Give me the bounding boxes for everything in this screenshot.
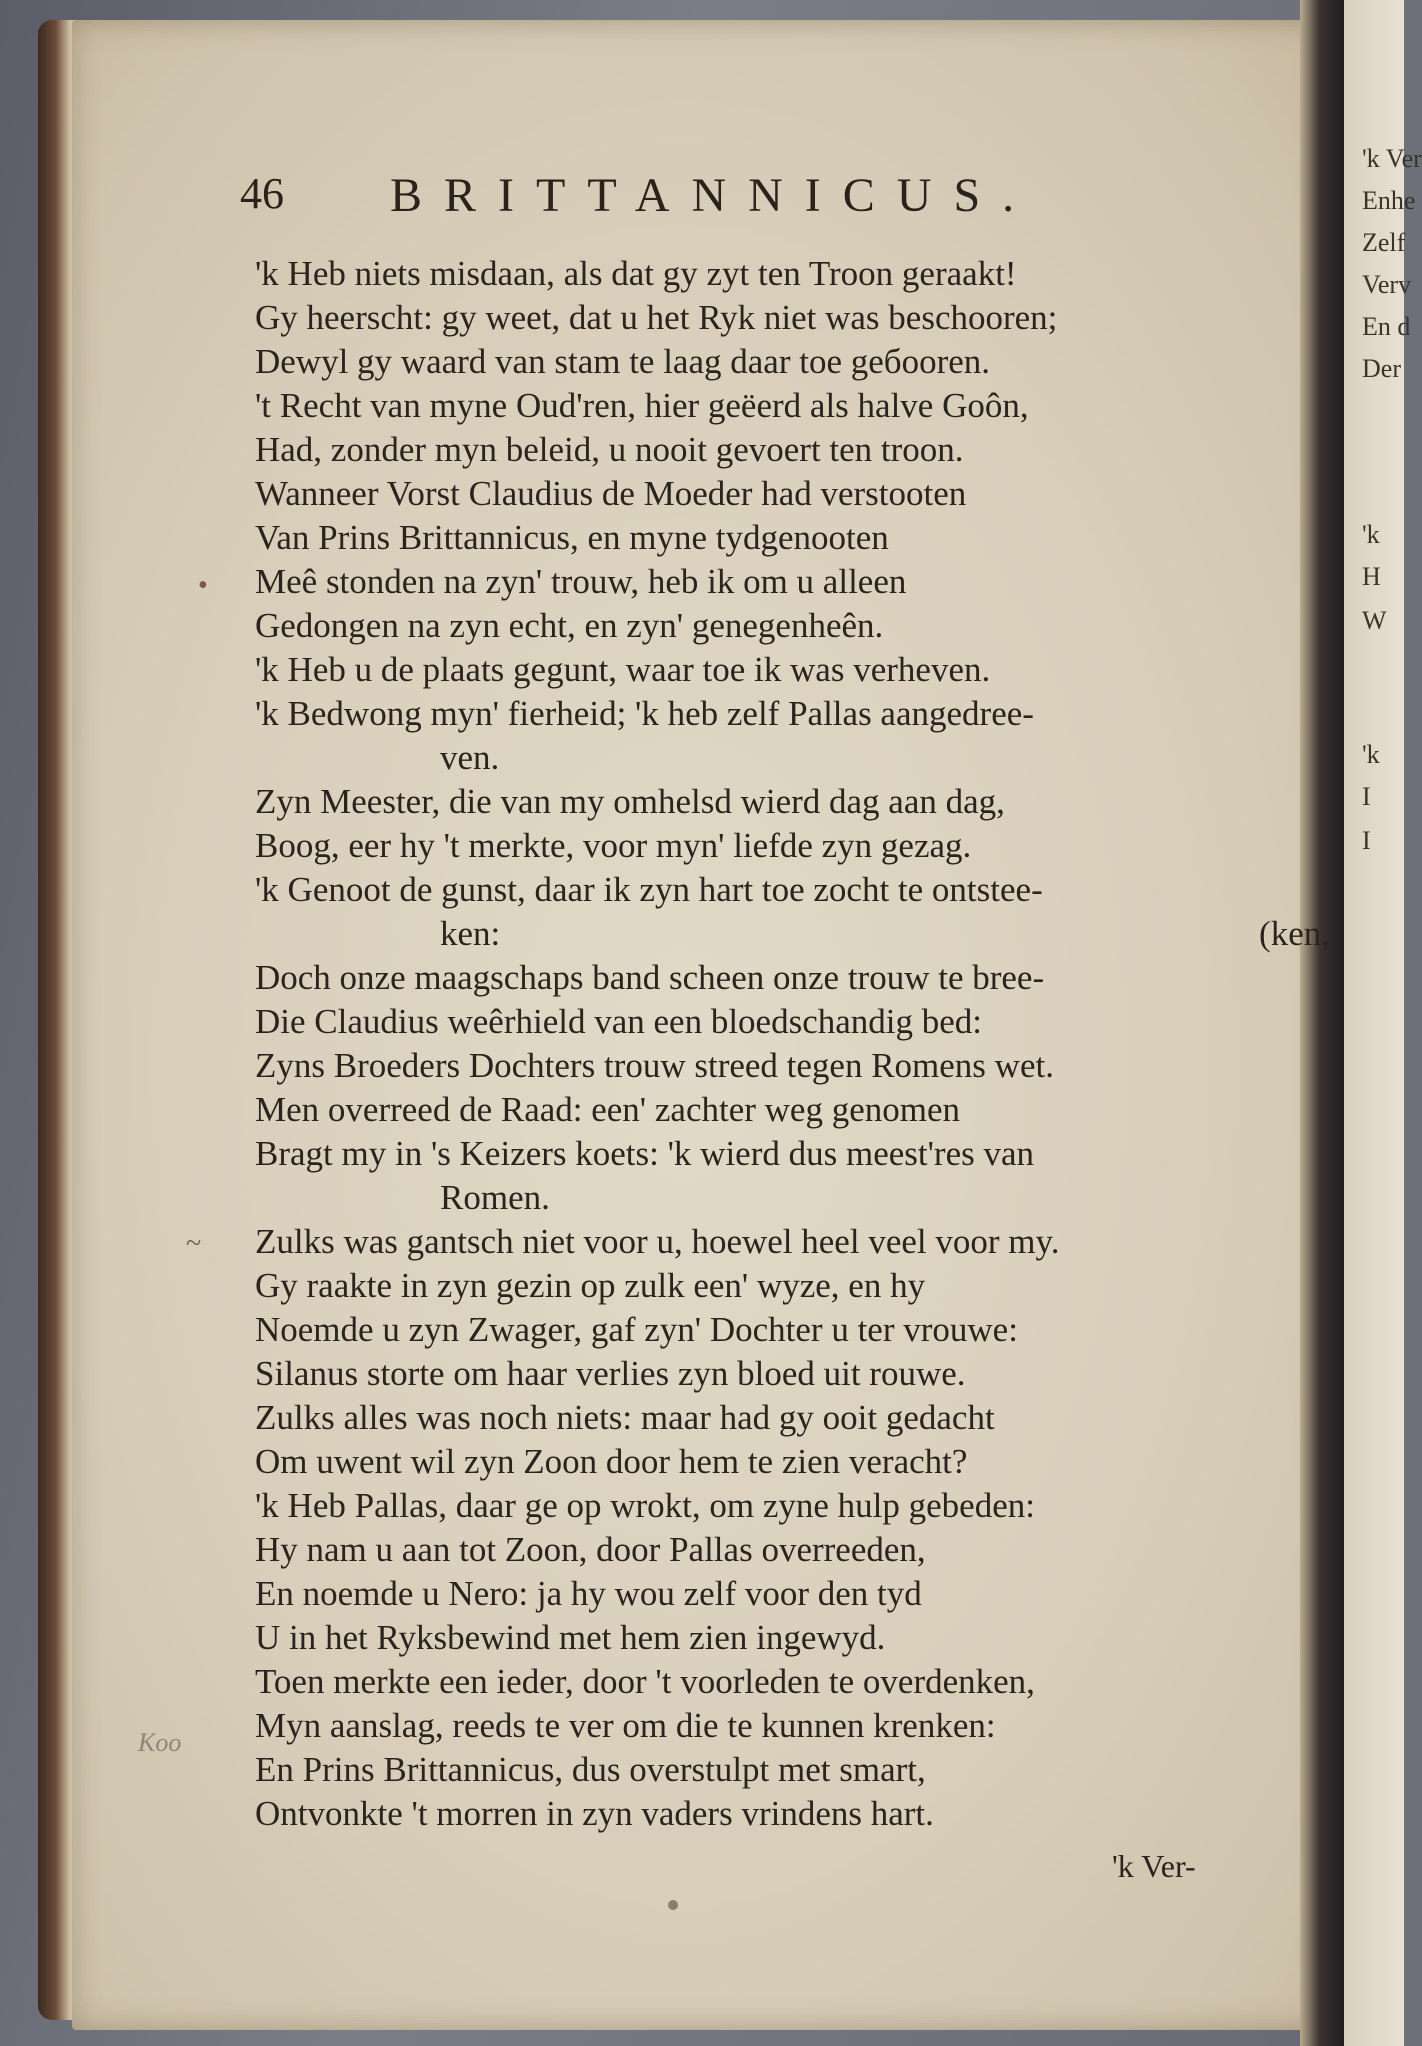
page-header (240, 168, 1140, 238)
verse-line: 't Recht van myne Oud'ren, hier geëerd als halve Goôn, (255, 386, 1029, 425)
verse-line: Silanus storte om haar verlies zyn bloed uit rouwe. (255, 1354, 966, 1393)
verse-line-turnover: (ken, (1259, 914, 1330, 953)
verse-line: En noemde u Nero: ja hy wou zelf voor den tyd (255, 1574, 922, 1613)
facing-page-fragment: 'k Ver (1362, 144, 1422, 173)
verse-line: Die Claudius weêrhield van een bloedschandig bed: (255, 1002, 983, 1041)
verse-line: Bragt my in 's Keizers koets: 'k wierd dus meest'res van (255, 1134, 1035, 1173)
verse-line: U in het Ryksbewind met hem zien ingewyd. (255, 1618, 886, 1657)
verse-line: 'k Heb niets misdaan, als dat gy zyt ten Troon geraakt! (255, 254, 1017, 293)
verse-line: Noemde u zyn Zwager, gaf zyn' Dochter u ter vrouwe: (255, 1310, 1018, 1349)
margin-ink-mark: ~ (186, 1228, 202, 1259)
facing-page-fragment: W (1362, 606, 1387, 635)
verse-line: Ontvonkte 't morren in zyn vaders vrindens hart. (255, 1794, 934, 1833)
verse-line: Gy heerscht: gy weet, dat u het Ryk niet was beschooren; (255, 298, 1058, 337)
verse-line: Van Prins Brittannicus, en myne tydgenooten (255, 518, 889, 557)
facing-page-fragment: En d (1362, 312, 1411, 341)
facing-page-fragment: 'k (1362, 740, 1380, 769)
verse-line: Zulks was gantsch niet voor u, hoewel heel veel voor my. (255, 1222, 1060, 1261)
facing-page-fragment: Enhe (1362, 186, 1416, 215)
verse-line: Gy raakte in zyn gezin op zulk een' wyze, en hy (255, 1266, 926, 1305)
facing-page-fragment: Der (1362, 354, 1401, 383)
verse-line: Toen merkte een ieder, door 't voorleden te overdenken, (255, 1662, 1035, 1701)
verse-line: 'k Heb Pallas, daar ge op wrokt, om zyne hulp gebeden: (255, 1486, 1035, 1525)
catchword: 'k Ver- (1112, 1848, 1196, 1884)
facing-page-fragment: I (1362, 782, 1371, 811)
facing-page-fragment: H (1362, 562, 1381, 591)
facing-page-fragment: I (1362, 826, 1371, 855)
margin-dot-mark: • (198, 570, 208, 601)
running-title: BRITTANNICUS. (390, 169, 1037, 222)
verse-line-continuation: ken: (440, 914, 501, 953)
verse-line: 'k Heb u de plaats gegunt, waar toe ik was verheven. (255, 650, 991, 689)
verse-line: Hy nam u aan tot Zoon, door Pallas overreeden, (255, 1530, 926, 1569)
verse-line: Had, zonder myn beleid, u nooit gevoert ten troon. (255, 430, 964, 469)
verse-line: Myn aanslag, reeds te ver om die te kunnen krenken: (255, 1706, 996, 1745)
verse-line: Dewyl gy waard van stam te laag daar toe geбooren. (255, 342, 991, 381)
facing-page-fragment: Zelf (1362, 228, 1406, 257)
verse-line: Doch onze maagschaps band scheen onze trouw te bree- (255, 958, 1045, 997)
verse-line: Gedongen na zyn echt, en zyn' genegenheên. (255, 606, 884, 645)
page-number: 46 (240, 169, 284, 218)
verse-line: Boog, eer hy 't merkte, voor myn' liefde zyn gezag. (255, 826, 972, 865)
facing-page-fragment: 'k (1362, 520, 1380, 549)
pencil-margin-note: Koo (138, 1728, 182, 1757)
page-blemish (668, 1900, 678, 1910)
facing-page (1344, 0, 1422, 2046)
verse-line: En Prins Brittannicus, dus overstulpt met smart, (255, 1750, 926, 1789)
verse-line: Zyns Broeders Dochters trouw streed tegen Romens wet. (255, 1046, 1054, 1085)
verse-line: Men overreed de Raad: een' zachter weg genomen (255, 1090, 960, 1129)
verse-line: Om uwent wil zyn Zoon door hem te zien veracht? (255, 1442, 968, 1481)
verse-line: Zyn Meester, die van my omhelsd wierd dag aan dag, (255, 782, 1005, 821)
verse-line: Wanneer Vorst Claudius de Moeder had verstooten (255, 474, 967, 513)
verse-line-continuation: ven. (440, 738, 500, 777)
verse-line: 'k Genoot de gunst, daar ik zyn hart toe zocht te ontstee- (255, 870, 1043, 909)
verse-line: 'k Bedwong myn' fierheid; 'k heb zelf Pallas aangedree- (255, 694, 1034, 733)
verse-line: Meê stonden na zyn' trouw, heb ik om u alleen (255, 562, 907, 601)
verse-line: Zulks alles was noch niets: maar had gy ooit gedacht (255, 1398, 995, 1437)
verse-line-continuation: Romen. (440, 1178, 550, 1217)
book-gutter (1300, 0, 1344, 2046)
facing-page-fragment: Verv (1362, 270, 1412, 299)
